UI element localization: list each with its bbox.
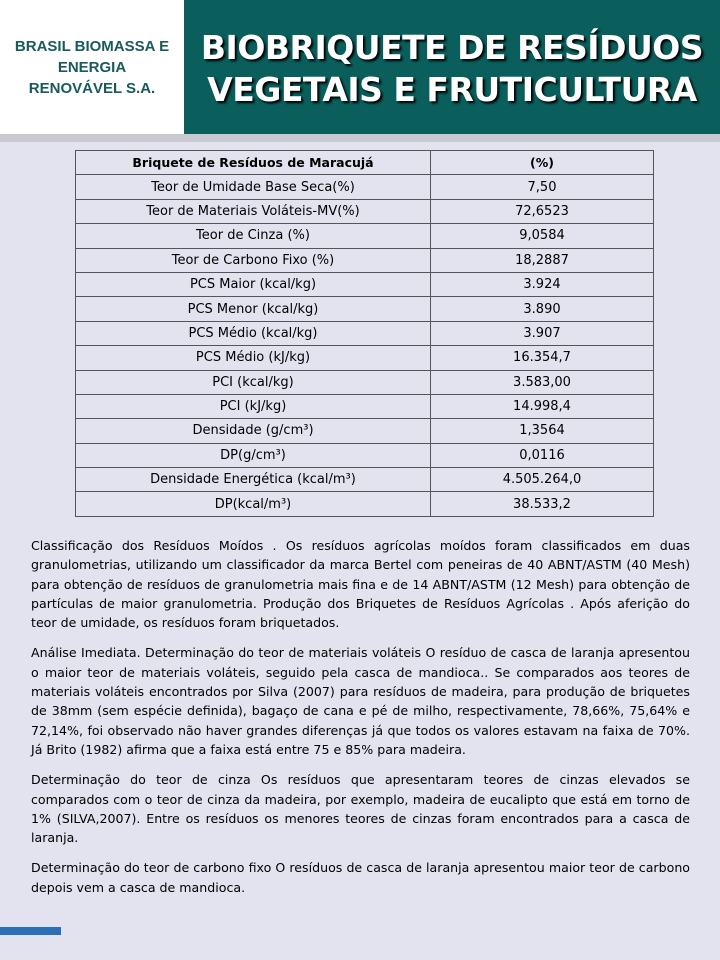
table-cell-value: 18,2887 — [431, 248, 654, 272]
table-cell-value: 14.998,4 — [431, 394, 654, 418]
paragraph: Análise Imediata. Determinação do teor de materiais voláteis O resíduo de casca de laranja apresentou o maior teor de materiais voláteis, seguido pela casca de mandioca.. Se comparados aos teores de materiais voláteis encontrados por Silva (2007) para resíduos de madeira, para produção de briquetes de 38mm (sem espécie definida), bagaço de cana e pé de milho, respectivamente, 78,66%, 75,64% e 72,14%, foi observado não haver grandes diferenças já que todos os valores estavam na faixa de 70%. Já Brito (1982) afirma que a faixa está entre 75 e 85% para madeira. — [31, 645, 690, 757]
table-cell-property: PCS Maior (kcal/kg) — [76, 272, 431, 296]
table-row — [76, 175, 654, 199]
body-text — [31, 536, 690, 908]
table-row — [76, 346, 654, 370]
company-line-3: RENOVÁVEL S.A. — [28, 79, 156, 97]
table-cell-property: PCS Médio (kcal/kg) — [76, 321, 431, 345]
table-row — [76, 492, 654, 516]
table-cell-value: 9,0584 — [431, 224, 654, 248]
table-cell-property: Teor de Cinza (%) — [76, 224, 431, 248]
paragraph: Determinação do teor de cinza Os resíduos que apresentaram teores de cinzas elevados se comparados com o teor de cinza da madeira, por exemplo, madeira de eucalipto que está em torno de 1% (SILVA,2007). Entre os resíduos os menores teores de cinzas foram encontrados para a casca de laranja. — [31, 772, 690, 846]
table-header-row — [76, 151, 654, 175]
table-cell-value: 7,50 — [431, 175, 654, 199]
table-row — [76, 297, 654, 321]
table-cell-property: Teor de Umidade Base Seca(%) — [76, 175, 431, 199]
table-row — [76, 370, 654, 394]
table-cell-property: Teor de Materiais Voláteis-MV(%) — [76, 199, 431, 223]
table-row — [76, 272, 654, 296]
table-cell-value: 72,6523 — [431, 199, 654, 223]
paragraph: Determinação do teor de carbono fixo O resíduos de casca de laranja apresentou maior teor de carbono depois vem a casca de mandioca. — [31, 860, 690, 895]
table-row — [76, 468, 654, 492]
company-line-2: ENERGIA — [57, 58, 127, 76]
table-row — [76, 394, 654, 418]
table-cell-value: 3.890 — [431, 297, 654, 321]
table-cell-value: 0,0116 — [431, 443, 654, 467]
table-cell-value: 4.505.264,0 — [431, 468, 654, 492]
footer-accent-bar — [0, 927, 61, 935]
table-cell-property: DP(kcal/m³) — [76, 492, 431, 516]
table-row — [76, 199, 654, 223]
page-title-line-2: VEGETAIS E FRUTICULTURA — [207, 70, 697, 109]
table-row — [76, 224, 654, 248]
table-cell-property: Densidade Energética (kcal/m³) — [76, 468, 431, 492]
table-row — [76, 419, 654, 443]
header-divider — [0, 134, 720, 142]
table-cell-value: 3.583,00 — [431, 370, 654, 394]
table-row — [76, 321, 654, 345]
table-cell-value: 1,3564 — [431, 419, 654, 443]
table-cell-property: DP(g/cm³) — [76, 443, 431, 467]
table-row — [76, 443, 654, 467]
page-title-line-1: BIOBRIQUETE DE RESÍDUOS — [200, 28, 704, 67]
company-name — [0, 0, 184, 134]
table-row — [76, 248, 654, 272]
table-cell-property: PCI (kcal/kg) — [76, 370, 431, 394]
table-cell-property: Teor de Carbono Fixo (%) — [76, 248, 431, 272]
title-banner — [184, 0, 720, 134]
table-cell-property: PCI (kJ/kg) — [76, 394, 431, 418]
paragraph: Classificação dos Resíduos Moídos . Os resíduos agrícolas moídos foram classificados em duas granulometrias, utilizando um classificador da marca Bertel com peneiras de 40 ABNT/ASTM (40 Mesh) para obtenção de resíduos de granulometria mais fina e de 14 ABNT/ASTM (12 Mesh) para obtenção de partículas de maior granulometria. Produção dos Briquetes de Resíduos Agrícolas . Após aferição do teor de umidade, os resíduos foram briquetados. — [31, 538, 690, 631]
company-line-1: BRASIL BIOMASSA E — [14, 37, 170, 55]
table-cell-property: Densidade (g/cm³) — [76, 419, 431, 443]
table-cell-value: 3.924 — [431, 272, 654, 296]
table-cell-property: PCS Médio (kJ/kg) — [76, 346, 431, 370]
properties-table — [75, 150, 654, 517]
table-cell-value: 38.533,2 — [431, 492, 654, 516]
table-cell-value: 3.907 — [431, 321, 654, 345]
table-header-property: Briquete de Resíduos de Maracujá — [76, 151, 431, 175]
table-cell-property: PCS Menor (kcal/kg) — [76, 297, 431, 321]
table-header-unit: (%) — [431, 151, 654, 175]
table-cell-value: 16.354,7 — [431, 346, 654, 370]
